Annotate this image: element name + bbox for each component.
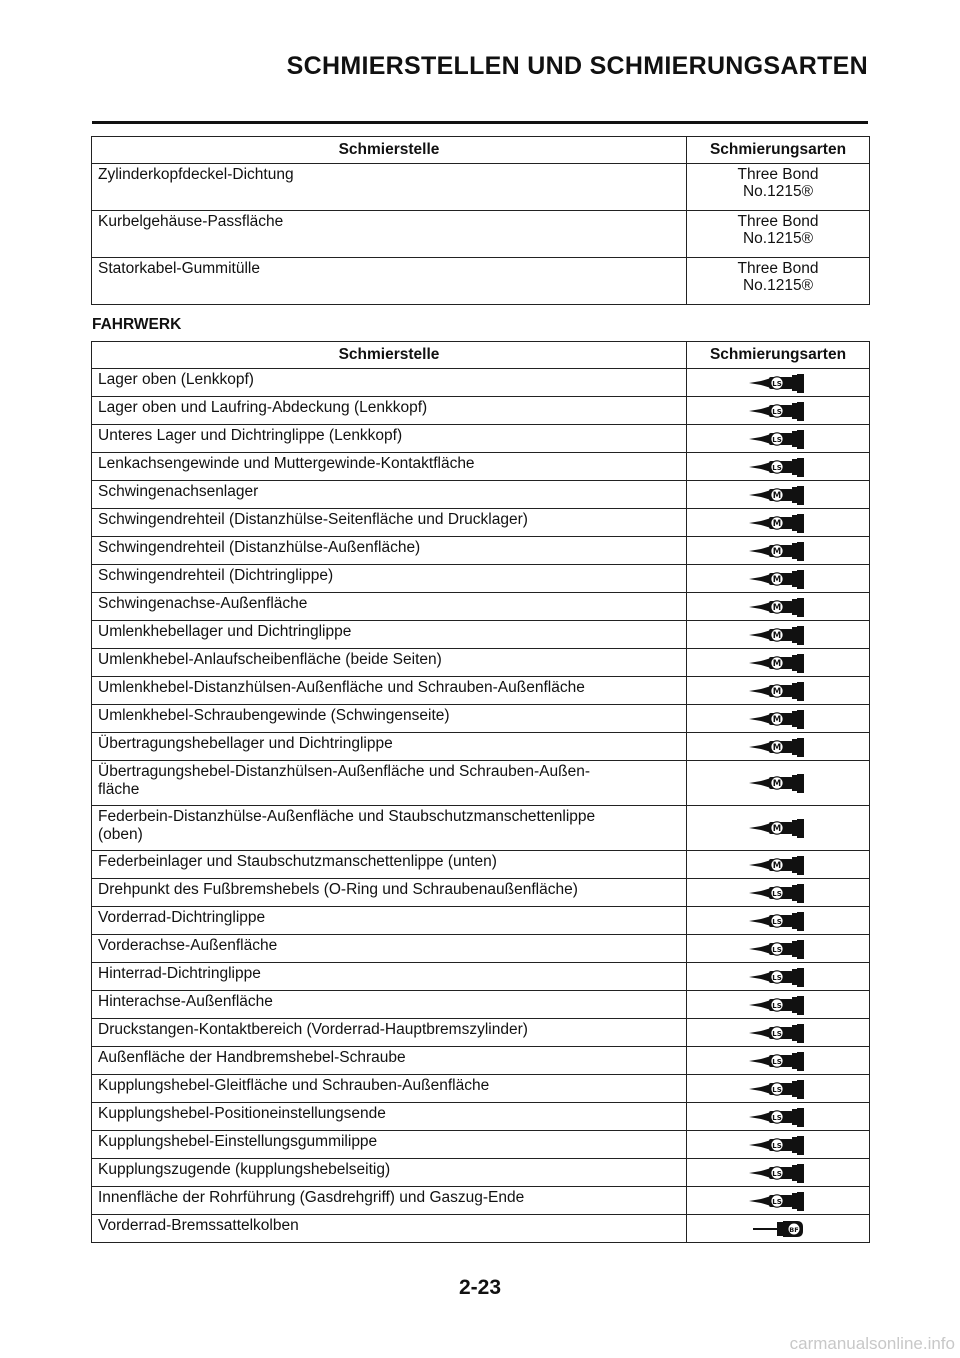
table-row bbox=[92, 397, 870, 425]
lubricant-cell bbox=[687, 761, 870, 806]
table-row bbox=[92, 164, 870, 211]
table-row bbox=[92, 677, 870, 705]
table-row bbox=[92, 453, 870, 481]
lubricant-cell bbox=[687, 537, 870, 565]
column-header-lubricant: Schmierungsarten bbox=[687, 342, 870, 369]
table-row bbox=[92, 509, 870, 537]
column-header-part: Schmierstelle bbox=[92, 342, 687, 369]
table-row bbox=[92, 1215, 870, 1243]
table-row bbox=[92, 1131, 870, 1159]
svg-text:LS: LS bbox=[772, 945, 782, 954]
part-cell bbox=[92, 935, 687, 963]
table-row bbox=[92, 593, 870, 621]
svg-text:LS: LS bbox=[772, 973, 782, 982]
table-row bbox=[92, 991, 870, 1019]
lubricant-cell bbox=[687, 1159, 870, 1187]
lubricant-cell bbox=[687, 1215, 870, 1243]
svg-text:LS: LS bbox=[772, 379, 782, 388]
part-line: Umlenkhebel-Distanzhülsen-Außenfläche und Schrauben-Außenfläche bbox=[98, 679, 585, 696]
lithium-soap-grease-icon bbox=[747, 374, 809, 391]
table-row bbox=[92, 565, 870, 593]
part-line: Innenfläche der Rohrführung (Gasdrehgriff) und Gaszug-Ende bbox=[98, 1189, 525, 1206]
part-cell: Statorkabel-Gummitülle bbox=[92, 258, 687, 305]
part-line: Vorderrad-Bremssattelkolben bbox=[98, 1217, 299, 1234]
svg-text:M: M bbox=[772, 742, 782, 753]
part-cell bbox=[92, 907, 687, 935]
table-row bbox=[92, 963, 870, 991]
part-cell bbox=[92, 1103, 687, 1131]
part-line: Schwingendrehteil (Distanzhülse-Seitenfläche und Drucklager) bbox=[98, 511, 528, 528]
molybdenum-grease-icon bbox=[747, 626, 809, 643]
lubricant-cell bbox=[687, 453, 870, 481]
lubricant-cell bbox=[687, 164, 870, 211]
lubricant-line: No.1215® bbox=[742, 230, 814, 247]
part-line: Vorderrad-Dichtringlippe bbox=[98, 909, 266, 926]
table-row bbox=[92, 761, 870, 806]
chassis-lubrication-table bbox=[91, 341, 870, 1243]
svg-text:LS: LS bbox=[772, 1085, 782, 1094]
svg-text:LS: LS bbox=[772, 1169, 782, 1178]
molybdenum-grease-icon bbox=[747, 738, 809, 755]
lubricant-cell bbox=[687, 621, 870, 649]
svg-text:LS: LS bbox=[772, 1113, 782, 1122]
part-line: Schwingendrehteil (Distanzhülse-Außenfläche) bbox=[98, 539, 421, 556]
lubricant-cell bbox=[687, 733, 870, 761]
part-line: Federbeinlager und Staubschutzmanschettenlippe (unten) bbox=[98, 853, 497, 870]
part-cell bbox=[92, 1187, 687, 1215]
lubricant-line: No.1215® bbox=[742, 183, 814, 200]
molybdenum-grease-icon bbox=[747, 856, 809, 873]
part-line: Kupplungshebel-Positioneinstellungsende bbox=[98, 1105, 386, 1122]
part-line: Lenkachsengewinde und Muttergewinde-Kontaktfläche bbox=[98, 455, 475, 472]
svg-text:LS: LS bbox=[772, 435, 782, 444]
part-cell bbox=[92, 453, 687, 481]
svg-text:M: M bbox=[772, 860, 782, 871]
lubricant-cell bbox=[687, 1103, 870, 1131]
part-cell bbox=[92, 963, 687, 991]
molybdenum-grease-icon bbox=[747, 598, 809, 615]
table-row bbox=[92, 879, 870, 907]
lubricant-cell bbox=[687, 935, 870, 963]
table-row bbox=[92, 935, 870, 963]
part-line: Hinterachse-Außenfläche bbox=[98, 993, 273, 1010]
part-line: Druckstangen-Kontaktbereich (Vorderrad-Hauptbremszylinder) bbox=[98, 1021, 528, 1038]
brake-fluid-icon bbox=[747, 1220, 809, 1237]
part-line: Drehpunkt des Fußbremshebels (O-Ring und Schraubenaußenfläche) bbox=[98, 881, 578, 898]
svg-text:LS: LS bbox=[772, 1029, 782, 1038]
lithium-soap-grease-icon bbox=[747, 1108, 809, 1125]
part-line: Schwingenachse-Außenfläche bbox=[98, 595, 308, 612]
page-number: 2-23 bbox=[458, 1276, 502, 1299]
part-cell: Zylinderkopfdeckel-Dichtung bbox=[92, 164, 687, 211]
lubricant-cell bbox=[687, 1075, 870, 1103]
table-row bbox=[92, 705, 870, 733]
part-line: Umlenkhebel-Anlaufscheibenfläche (beide Seiten) bbox=[98, 651, 442, 668]
chassis-table-body bbox=[92, 369, 870, 1243]
svg-text:M: M bbox=[772, 630, 782, 641]
header-rule bbox=[92, 121, 868, 124]
lubricant-line: No.1215® bbox=[742, 277, 814, 294]
svg-text:M: M bbox=[772, 714, 782, 725]
lithium-soap-grease-icon bbox=[747, 996, 809, 1013]
lubricant-line: Three Bond bbox=[737, 213, 819, 230]
part-line: Übertragungshebellager und Dichtringlippe bbox=[98, 735, 393, 752]
section-title-chassis: FAHRWERK bbox=[92, 316, 182, 333]
molybdenum-grease-icon bbox=[747, 774, 809, 791]
lubricant-cell bbox=[687, 425, 870, 453]
lubricant-cell bbox=[687, 907, 870, 935]
lithium-soap-grease-icon bbox=[747, 1024, 809, 1041]
table-row bbox=[92, 481, 870, 509]
lubricant-cell bbox=[687, 369, 870, 397]
svg-text:M: M bbox=[772, 658, 782, 669]
molybdenum-grease-icon bbox=[747, 570, 809, 587]
lubricant-cell bbox=[687, 649, 870, 677]
part-line: Schwingendrehteil (Dichtringlippe) bbox=[98, 567, 334, 584]
table-row bbox=[92, 258, 870, 305]
table-row bbox=[92, 649, 870, 677]
lubricant-cell bbox=[687, 851, 870, 879]
table-row bbox=[92, 733, 870, 761]
part-line: Lager oben (Lenkkopf) bbox=[98, 371, 254, 388]
part-cell: Kurbelgehäuse-Passfläche bbox=[92, 211, 687, 258]
table-row bbox=[92, 1187, 870, 1215]
lithium-soap-grease-icon bbox=[747, 1164, 809, 1181]
part-line: Umlenkhebel-Schraubengewinde (Schwingenseite) bbox=[98, 707, 450, 724]
engine-lubrication-table bbox=[91, 136, 870, 305]
part-cell bbox=[92, 397, 687, 425]
lithium-soap-grease-icon bbox=[747, 1136, 809, 1153]
part-cell bbox=[92, 425, 687, 453]
lithium-soap-grease-icon bbox=[747, 940, 809, 957]
table-row bbox=[92, 907, 870, 935]
table-row bbox=[92, 425, 870, 453]
svg-text:LS: LS bbox=[772, 889, 782, 898]
part-cell bbox=[92, 481, 687, 509]
lubricant-cell bbox=[687, 258, 870, 305]
page-title: SCHMIERSTELLEN UND SCHMIERUNGSARTEN bbox=[286, 52, 868, 80]
part-cell bbox=[92, 733, 687, 761]
part-cell bbox=[92, 1047, 687, 1075]
part-line: Kupplungshebel-Gleitfläche und Schrauben-Außenfläche bbox=[98, 1077, 490, 1094]
part-cell bbox=[92, 761, 687, 806]
lubricant-line: Three Bond bbox=[737, 260, 819, 277]
lubricant-cell bbox=[687, 991, 870, 1019]
lubricant-cell bbox=[687, 963, 870, 991]
lubricant-cell bbox=[687, 705, 870, 733]
lubricant-cell bbox=[687, 1187, 870, 1215]
part-cell bbox=[92, 649, 687, 677]
part-line: Außenfläche der Handbremshebel-Schraube bbox=[98, 1049, 406, 1066]
lithium-soap-grease-icon bbox=[747, 968, 809, 985]
table-row bbox=[92, 1159, 870, 1187]
part-cell bbox=[92, 991, 687, 1019]
part-cell bbox=[92, 1075, 687, 1103]
lubricant-cell bbox=[687, 1047, 870, 1075]
lithium-soap-grease-icon bbox=[747, 912, 809, 929]
part-line: Hinterrad-Dichtringlippe bbox=[98, 965, 261, 982]
svg-text:LS: LS bbox=[772, 1197, 782, 1206]
svg-text:LS: LS bbox=[772, 917, 782, 926]
svg-text:LS: LS bbox=[772, 407, 782, 416]
part-cell bbox=[92, 621, 687, 649]
part-cell bbox=[92, 565, 687, 593]
part-cell bbox=[92, 537, 687, 565]
lubricant-cell bbox=[687, 397, 870, 425]
svg-text:LS: LS bbox=[772, 1057, 782, 1066]
lubricant-cell bbox=[687, 879, 870, 907]
part-cell bbox=[92, 1159, 687, 1187]
lubricant-cell bbox=[687, 211, 870, 258]
molybdenum-grease-icon bbox=[747, 819, 809, 836]
table-row bbox=[92, 621, 870, 649]
lubricant-cell bbox=[687, 565, 870, 593]
molybdenum-grease-icon bbox=[747, 682, 809, 699]
svg-text:LS: LS bbox=[772, 463, 782, 472]
svg-text:M: M bbox=[772, 779, 782, 790]
part-line: Kupplungszugende (kupplungshebelseitig) bbox=[98, 1161, 391, 1178]
part-cell bbox=[92, 1215, 687, 1243]
lithium-soap-grease-icon bbox=[747, 1052, 809, 1069]
part-cell bbox=[92, 677, 687, 705]
watermark: carmanualsonline.info bbox=[789, 1334, 955, 1353]
table-row bbox=[92, 851, 870, 879]
molybdenum-grease-icon bbox=[747, 654, 809, 671]
part-line: fläche bbox=[98, 781, 140, 798]
part-line: Schwingenachsenlager bbox=[98, 483, 259, 500]
lithium-soap-grease-icon bbox=[747, 458, 809, 475]
lithium-soap-grease-icon bbox=[747, 884, 809, 901]
part-cell bbox=[92, 1131, 687, 1159]
part-line: Federbein-Distanzhülse-Außenfläche und Staubschutzmanschettenlippe bbox=[98, 808, 596, 825]
lubricant-cell bbox=[687, 593, 870, 621]
part-cell bbox=[92, 593, 687, 621]
svg-text:BF: BF bbox=[789, 1225, 799, 1234]
part-line: Umlenkhebellager und Dichtringlippe bbox=[98, 623, 352, 640]
column-header-part: Schmierstelle bbox=[92, 137, 687, 164]
lubricant-cell bbox=[687, 806, 870, 851]
lubricant-cell bbox=[687, 677, 870, 705]
table-row bbox=[92, 1103, 870, 1131]
part-cell bbox=[92, 705, 687, 733]
svg-text:M: M bbox=[772, 574, 782, 585]
svg-text:M: M bbox=[772, 824, 782, 835]
table-row bbox=[92, 369, 870, 397]
part-cell bbox=[92, 851, 687, 879]
lithium-soap-grease-icon bbox=[747, 1192, 809, 1209]
table-row bbox=[92, 211, 870, 258]
svg-text:M: M bbox=[772, 518, 782, 529]
table-row bbox=[92, 806, 870, 851]
part-line: Kupplungshebel-Einstellungsgummilippe bbox=[98, 1133, 378, 1150]
lithium-soap-grease-icon bbox=[747, 430, 809, 447]
table-row bbox=[92, 1075, 870, 1103]
lithium-soap-grease-icon bbox=[747, 402, 809, 419]
lithium-soap-grease-icon bbox=[747, 1080, 809, 1097]
svg-text:M: M bbox=[772, 602, 782, 613]
part-cell bbox=[92, 806, 687, 851]
lubricant-cell bbox=[687, 1019, 870, 1047]
part-line: (oben) bbox=[98, 826, 143, 843]
part-cell bbox=[92, 1019, 687, 1047]
column-header-lubricant: Schmierungsarten bbox=[687, 137, 870, 164]
svg-text:LS: LS bbox=[772, 1001, 782, 1010]
molybdenum-grease-icon bbox=[747, 514, 809, 531]
table-row bbox=[92, 537, 870, 565]
part-cell bbox=[92, 509, 687, 537]
svg-text:M: M bbox=[772, 686, 782, 697]
part-line: Unteres Lager und Dichtringlippe (Lenkkopf) bbox=[98, 427, 403, 444]
table-row bbox=[92, 1019, 870, 1047]
svg-text:M: M bbox=[772, 490, 782, 501]
part-cell bbox=[92, 879, 687, 907]
lubricant-line: Three Bond bbox=[737, 166, 819, 183]
part-line: Lager oben und Laufring-Abdeckung (Lenkkopf) bbox=[98, 399, 428, 416]
molybdenum-grease-icon bbox=[747, 486, 809, 503]
svg-text:LS: LS bbox=[772, 1141, 782, 1150]
molybdenum-grease-icon bbox=[747, 542, 809, 559]
lubricant-cell bbox=[687, 1131, 870, 1159]
part-line: Vorderachse-Außenfläche bbox=[98, 937, 278, 954]
svg-text:M: M bbox=[772, 546, 782, 557]
part-cell bbox=[92, 369, 687, 397]
lubricant-cell bbox=[687, 509, 870, 537]
lubricant-cell bbox=[687, 481, 870, 509]
molybdenum-grease-icon bbox=[747, 710, 809, 727]
part-line: Übertragungshebel-Distanzhülsen-Außenfläche und Schrauben-Außen- bbox=[98, 763, 590, 780]
table-row bbox=[92, 1047, 870, 1075]
